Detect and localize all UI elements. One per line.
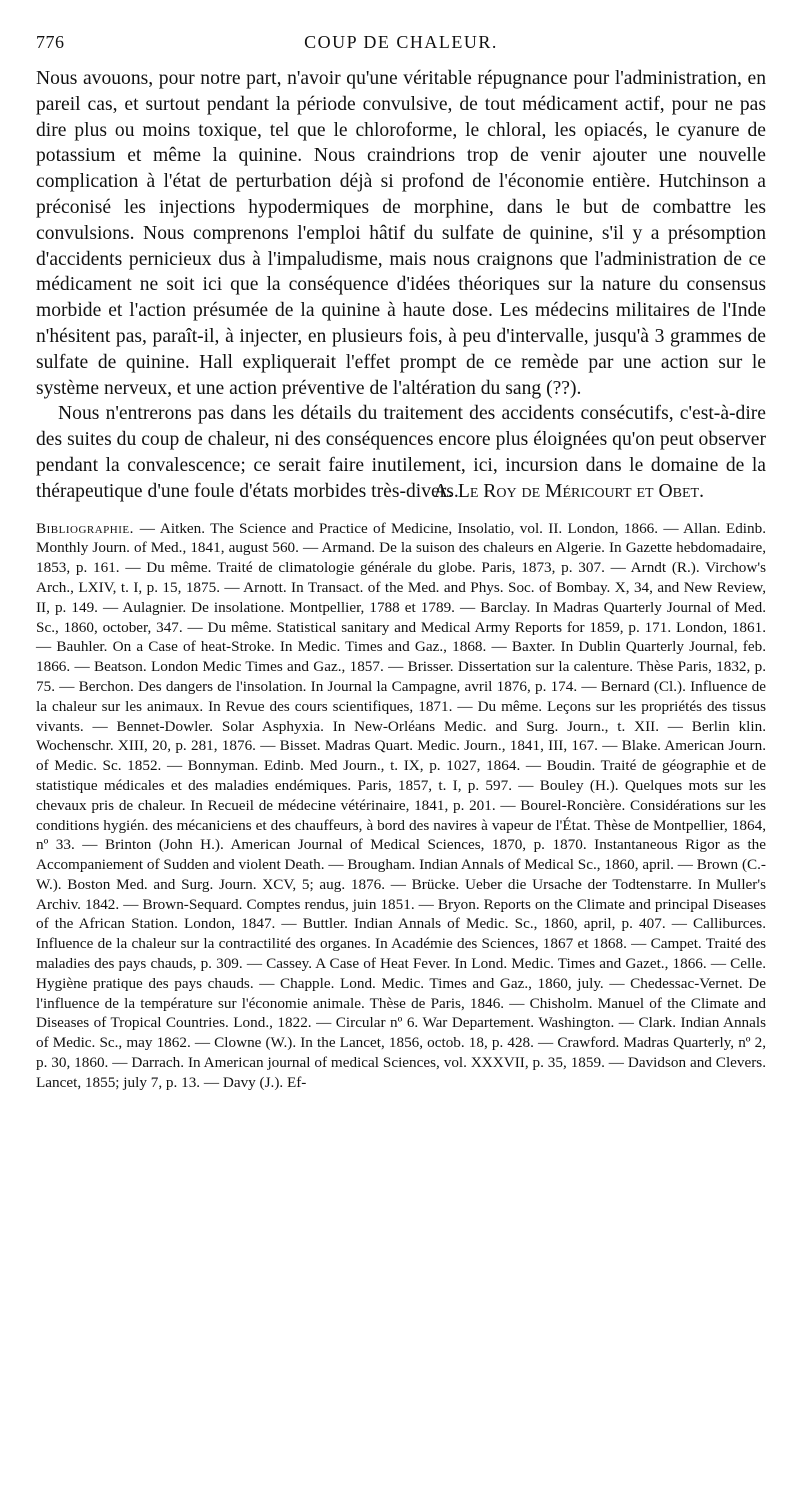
page-header <box>36 28 766 58</box>
running-title: COUP DE CHALEUR. <box>304 32 498 52</box>
author-signature: A. Le Roy de Méricourt et Obet. <box>433 480 704 502</box>
paragraph-1: Nous avouons, pour notre part, n'avoir qu'une véritable répugnance pour l'administration, en pareil cas, et surtout pendant la période convulsive, de tout médicament actif, pour ne pas dire plus ou moins toxique, tel que le chloroforme, le chloral, les opiacés, le cyanure de potassium et même la quinine. Nous craindrions trop de venir ajouter une nouvelle complication à l'état de perturbation déjà si profond de l'économie entière. Hutchinson a préconisé les injections hypodermiques de morphine, dans le but de combattre les convulsions. Nous comprenons l'emploi hâtif du sulfate de quinine, s'il y a présomption d'accidents pernicieux dus à l'impaludisme, mais nous craignons que l'administration de ce médicament ne soit ici que la conséquence d'idées théoriques sur la nature du consensus morbide et l'action présumée de la quinine à haute dose. Les médecins militaires de l'Inde n'hésitent pas, paraît-il, à injecter, en plusieurs fois, à peu d'intervalle, jusqu'à 3 grammes de sulfate de quinine. Hall expliquerait l'effet prompt de ce remède par une action sur le système nerveux, et une action préventive de l'altération du sang (??). <box>36 68 766 399</box>
bibliography <box>36 519 766 1093</box>
bibliography-entry <box>36 519 766 1093</box>
paragraph-2: Nous n'entrerons pas dans les détails du traitement des accidents consécutifs, c'est-à-dire des suites du coup de chaleur, ni des conséquences encore plus éloignées qu'on peut observer pendant la convalescence; ce serait faire inutilement, ici, incursion dans le domaine de la thérapeutique d'une foule d'états morbides très-divers. <box>36 403 766 502</box>
page-number: 776 <box>36 32 65 52</box>
bibliography-heading: Bibliographie. — <box>36 519 156 537</box>
bibliography-text: Aitken. The Science and Practice of Medicine, Insolatio, vol. II. London, 1866. — Allan. Edinb. Monthly Journ. of Med., 1841, august 560. — Armand. De la suison des chaleurs en Algerie. In Gazette hebdomadaire, 1853, p. 161. — Du même. Traité de climatologie générale du globe. Paris, 1873, p. 307. — Arndt (R.). Virchow's Arch., LXIV, t. I, p. 15, 1875. — Arnott. In Transact. of the Med. and Phys. Soc. of Bombay. X, 34, and New Review, II, p. 149. — Aulagnier. De insolatione. Montpellier, 1788 et 1789. — Barclay. In Madras Quarterly Journal of Med. Sc., 1860, october, 347. — Du même. Statistical sanitary and Medical Army Reports for 1859, p. 171. London, 1861. — Bauhler. On a Case of heat-Stroke. In Medic. Times and Gaz., 1868. — Baxter. In Dublin Quarterly Journal, feb. 1866. — Beatson. London Medic Times and Gaz., 1857. — Brisser. Dissertation sur la calenture. Thèse Paris, 1832, p. 75. — Berchon. Des dangers de l'insolation. In Journal la Campagne, avril 1876, p. 174. — Bernard (Cl.). Influence de la chaleur sur les animaux. In Revue des cours scientifiques, 1871. — Du même. Leçons sur les propriétés des tissus vivants. — Bennet-Dowler. Solar Asphyxia. In New-Orléans Medic. and Surg. Journ., t. XII. — Berlin klin. Wochenschr. XIII, 20, p. 281, 1876. — Bisset. Madras Quart. Medic. Journ., 1841, III, 167. — Blake. American Journ. of Medic. Sc. 1852. — Bonnyman. Edinb. Med Journ., t. IX, p. 1027, 1864. — Boudin. Traité de géographie et de statistique médicales et des maladies endémiques. Paris, 1857, t. I, p. 597. — Bouley (H.). Quelques mots sur les chevaux pris de chaleur. In Recueil de médecine vétérinaire, 1841, p. 201. — Bourel-Roncière. Considérations sur les conditions hygién. des mécaniciens et des chauffeurs, à bord des navires à vapeur de l'État. Thèse de Montpellier, 1864, nº 33. — Brinton (John H.). American Journal of Medical Sciences, 1870, p. 1870. Instantaneous Rigor as the Accompaniement of Sudden and violent Death. — Brougham. Indian Annals of Medical Sc., 1860, april. — Brown (C.-W.). Boston Med. and Surg. Journ. XCV, 5; aug. 1876. — Brücke. Ueber die Ursache der Todtenstarre. In Muller's Archiv. 1842. — Brown-Sequard. Comptes rendus, juin 1851. — Bryon. Reports on the Climate and principal Diseases of the African Station. London, 1847. — Buttler. Indian Annals of Medic. Sc., 1860, april, p. 407. — Calliburces. Influence de la chaleur sur la contractilité des organes. In Académie des Sciences, 1867 et 1868. — Campet. Traité des maladies des pays chauds, p. 309. — Cassey. A Case of Heat Fever. In Lond. Medic. Times and Gazet., 1866. — Celle. Hygiène pratique des pays chauds. — Chapple. Lond. Medic. Times and Gaz., 1860, july. — Chedessac-Vernet. De l'influence de la température sur l'économie animale. Thèse de Paris, 1846. — Chisholm. Manuel of the Climate and Diseases of Tropical Countries. Lond., 1822. — Circular nº 6. War Departement. Washington. — Clark. Indian Annals of Medic. Sc., may 1862. — Clowne (W.). In the Lancet, 1856, octob. 18, p. 428. — Crawford. Madras Quarterly, nº 2, p. 30, 1860. — Darrach. In American journal of medical Sciences, vol. XXXVII, p. 35, 1859. — Davidson and Clevers. Lancet, 1855; july 7, p. 13. — Davy (J.). Ef- <box>36 519 767 1091</box>
main-text <box>36 66 766 505</box>
page <box>36 28 766 1093</box>
